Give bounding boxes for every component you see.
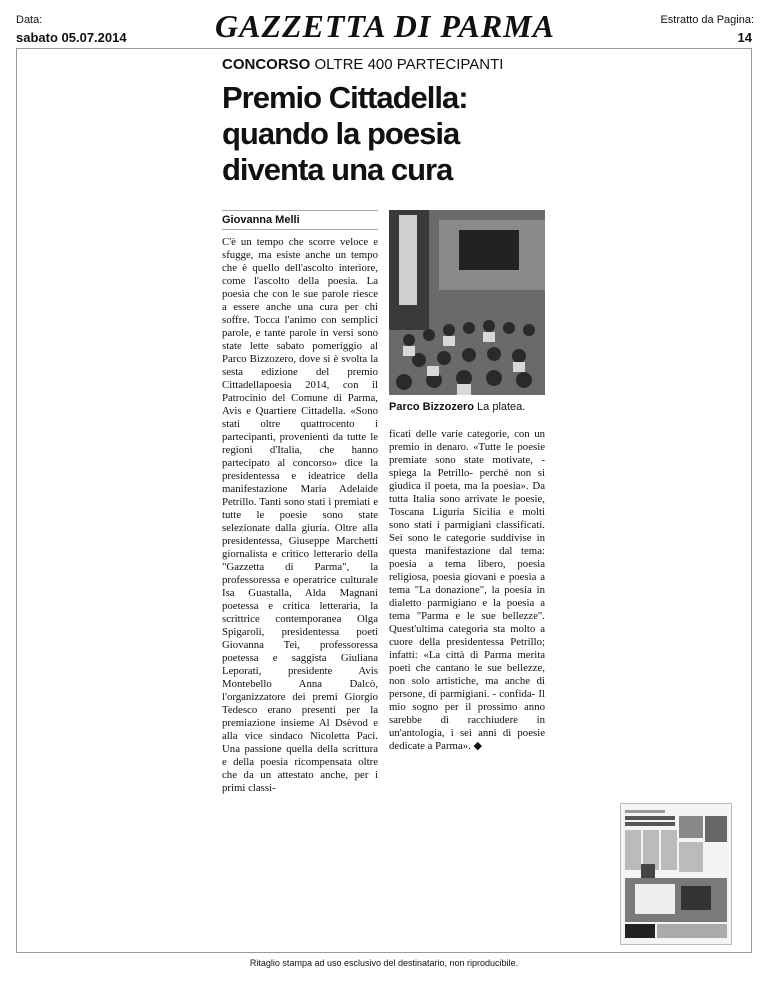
page-number: 14	[737, 30, 752, 45]
article-kicker	[222, 56, 503, 73]
masthead-logo: GAZZETTA DI PARMA	[215, 8, 556, 44]
page-thumbnail	[620, 803, 732, 945]
audience-photo	[389, 210, 545, 395]
footer-notice: Ritaglio stampa ad uso esclusivo del destinatario, non riproducibile.	[249, 958, 519, 968]
caption-place: Parco Bizzozero	[389, 401, 474, 413]
caption-text: La platea.	[477, 401, 526, 413]
publication-date: sabato 05.07.2014	[16, 30, 127, 45]
kicker-subtitle: OLTRE 400 PARTECIPANTI	[314, 56, 504, 73]
article-column-2: ficati delle varie categorie, con un premio in denaro. «Tutte le poesie premiate sono state motivate, - spiega la Petrillo- perché non si giudica il poeta, ma la poesia». Da tutta Italia sono arrivate le poesie, Toscana Liguria Sicilia e molti sono stati i parmigiani classificati. Sei sono le categorie suddivise in questa manifestazione dal tema: poesia a tema libero, poesia religiosa, poesia giovani e poesia a tema "La donazione", la poesia in dialetto parmigiano e la poesia a tema "Parma e le sue bellezze". Quest'ultima categoria sta molto a cuore della presidentessa Petrillo; infatti: «La città di Parma merita poeti che cantano le sue bellezze, non solo artistiche, ma anche di persone, di parmigiani. - confida- Il mio sogno per il prossimo anno sarebbe di racchiudere in un'antologia, i sei anni di poesie dedicate a Parma». ◆	[389, 428, 545, 752]
article-headline: Premio Cittadella: quando la poesia diventa una cura	[222, 80, 468, 187]
article-column-1: C'è un tempo che scorre veloce e sfugge, ma esiste anche un tempo che è quello dell'ascolto interiore, come l'ascolto della poesia. La poesia che con le sue parole riesce a essere anche una cura per chi soffre. Tocca l'animo con semplici parole, e tante parole in versi sono state lette sabato pomeriggio al Parco Bizzozero, dove si è svolta la sesta edizione del premio Cittadellapoesia 2014, con il Patrocinio del Comune di Parma, Avis e Quartiere Cittadella. «Sono stati oltre quattrocento i partecipanti, provenienti da tutte le regioni d'Italia, che hanno partecipato al concorso» dice la presidentessa e ideatrice della manifestazione Maria Adelaide Petrillo. Tanti sono stati i premiati e tutte le poesie sono state selezionate dalla giuria. Oltre alla presidentessa, Giuseppe Marchetti giornalista e critico letterario della "Gazzetta di Parma", la professoressa e operatrice culturale Isa Guastalla, Alda Magnani poetessa e critica letteraria, la scrittrice contemporanea Olga Spigaroli, presidentessa poeti Giovanna Tei, professoressa poetessa e saggista Giuliana Leporati, presidente Avis Montebello Anna Dalcò, l'organizzatore dei premi Giorgio Tedesco erano presenti per la premiazione insieme Al Dsèvod e alla vice sindaco Nicoletta Paci. Una passione quella della scrittura e della poesia ricompensata oltre che da un attestato anche, per i primi classi-	[222, 236, 378, 794]
date-label: Data:	[16, 14, 43, 26]
photo-caption	[389, 401, 545, 413]
extract-page-label: Estratto da Pagina:	[660, 14, 754, 26]
kicker-topic: CONCORSO	[222, 56, 311, 73]
article-byline: Giovanna Melli	[222, 210, 378, 230]
